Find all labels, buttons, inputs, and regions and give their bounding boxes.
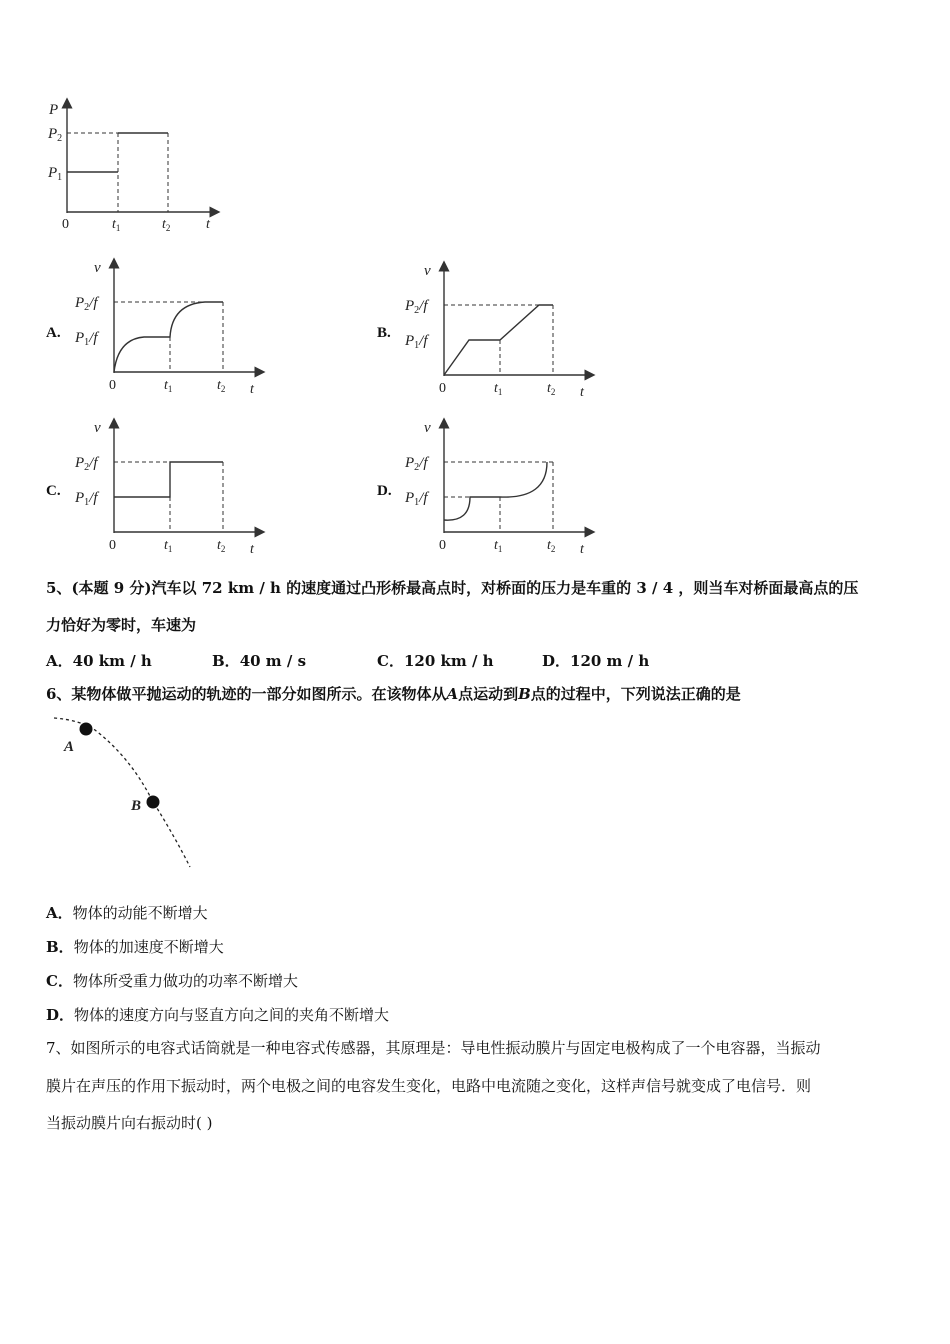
level2-label: $P_2/f$ (75, 295, 98, 313)
projectile-trajectory-figure (50, 712, 200, 872)
t-axis-label: t (250, 382, 254, 397)
t2-label: $t_2$ (217, 538, 226, 554)
velocity-curve (444, 305, 553, 375)
x-axis-label: t (206, 217, 210, 232)
q6-option-c[interactable]: C．物体所受重力做功的功率不断增大 (46, 972, 298, 990)
level2-label: $P_2/f$ (75, 455, 98, 473)
origin-label: 0 (62, 217, 69, 232)
velocity-curve (114, 462, 223, 497)
q5-option-d[interactable]: D．120 m / h (542, 652, 650, 670)
level1-label: $P_1/f$ (405, 490, 428, 508)
origin-label: 0 (109, 538, 116, 553)
velocity-curve (114, 302, 223, 372)
q6-option-a[interactable]: A．物体的动能不断增大 (46, 904, 208, 922)
t2-label: $t_2$ (162, 217, 171, 233)
t2-label: $t_2$ (217, 378, 226, 394)
p1-label: $P_1$ (48, 165, 63, 183)
q5-option-c[interactable]: C．120 km / h (377, 652, 494, 670)
graph-option-d-label: D. (377, 483, 392, 499)
origin-label: 0 (439, 538, 446, 553)
velocity-graph-b (402, 258, 602, 403)
point-a-label: A (64, 739, 75, 755)
t1-label: $t_1$ (164, 538, 173, 554)
q5-stem-line2: 力恰好为零时，车速为 (46, 616, 197, 634)
level1-label: $P_1/f$ (75, 330, 98, 348)
velocity-graph-c (72, 415, 272, 560)
t-axis-label: t (580, 542, 584, 557)
q6-stem: 6、某物体做平抛运动的轨迹的一部分如图所示。在该物体从A点运动到B点的过程中，下列说法正确的是 (46, 685, 741, 703)
level2-label: $P_2/f$ (405, 298, 428, 316)
graph-option-b-label: B. (377, 325, 391, 341)
v-axis-label: v (94, 420, 101, 436)
origin-label: 0 (109, 378, 116, 393)
t1-label: $t_1$ (112, 217, 121, 233)
q7-stem-line3: 当振动膜片向右振动时( ) (46, 1114, 213, 1132)
t1-label: $t_1$ (494, 381, 503, 397)
graph-option-c-label: C. (46, 483, 61, 499)
point-a-dot (80, 723, 93, 736)
q6-option-b[interactable]: B．物体的加速度不断增大 (46, 938, 224, 956)
graph-option-a-label: A. (46, 325, 61, 341)
v-axis-label: v (94, 260, 101, 276)
v-axis-label: v (424, 263, 431, 279)
q6-option-d[interactable]: D．物体的速度方向与竖直方向之间的夹角不断增大 (46, 1006, 390, 1024)
t2-label: $t_2$ (547, 381, 556, 397)
t1-label: $t_1$ (494, 538, 503, 554)
power-time-graph (40, 95, 230, 235)
level2-label: $P_2/f$ (405, 455, 428, 473)
point-b-dot (147, 796, 160, 809)
velocity-graph-d (402, 415, 602, 560)
point-b-label: B (131, 798, 142, 814)
q5-stem-line1: 5、(本题 9 分)汽车以 72 km / h 的速度通过凸形桥最高点时，对桥面的压力是车重的 3 / 4 ，则当车对桥面最高点的压 (46, 579, 859, 597)
q7-stem-line1: 7、如图所示的电容式话筒就是一种电容式传感器，其原理是：导电性振动膜片与固定电极构成了一个电容器，当振动 (46, 1039, 821, 1057)
t-axis-label: t (580, 385, 584, 400)
velocity-graph-a (72, 255, 272, 400)
q7-stem-line2: 膜片在声压的作用下振动时，两个电极之间的电容发生变化，电路中电流随之变化，这样声信号就变成了电信号．则 (46, 1077, 812, 1095)
t2-label: $t_2$ (547, 538, 556, 554)
q5-option-b[interactable]: B．40 m / s (212, 652, 307, 670)
v-axis-label: v (424, 420, 431, 436)
level1-label: $P_1/f$ (75, 490, 98, 508)
t-axis-label: t (250, 542, 254, 557)
y-axis-label: P (49, 102, 59, 118)
level1-label: $P_1/f$ (405, 333, 428, 351)
origin-label: 0 (439, 381, 446, 396)
q5-option-a[interactable]: A．40 km / h (46, 652, 152, 670)
t1-label: $t_1$ (164, 378, 173, 394)
velocity-curve (444, 462, 547, 520)
p2-label: $P_2$ (48, 126, 63, 144)
